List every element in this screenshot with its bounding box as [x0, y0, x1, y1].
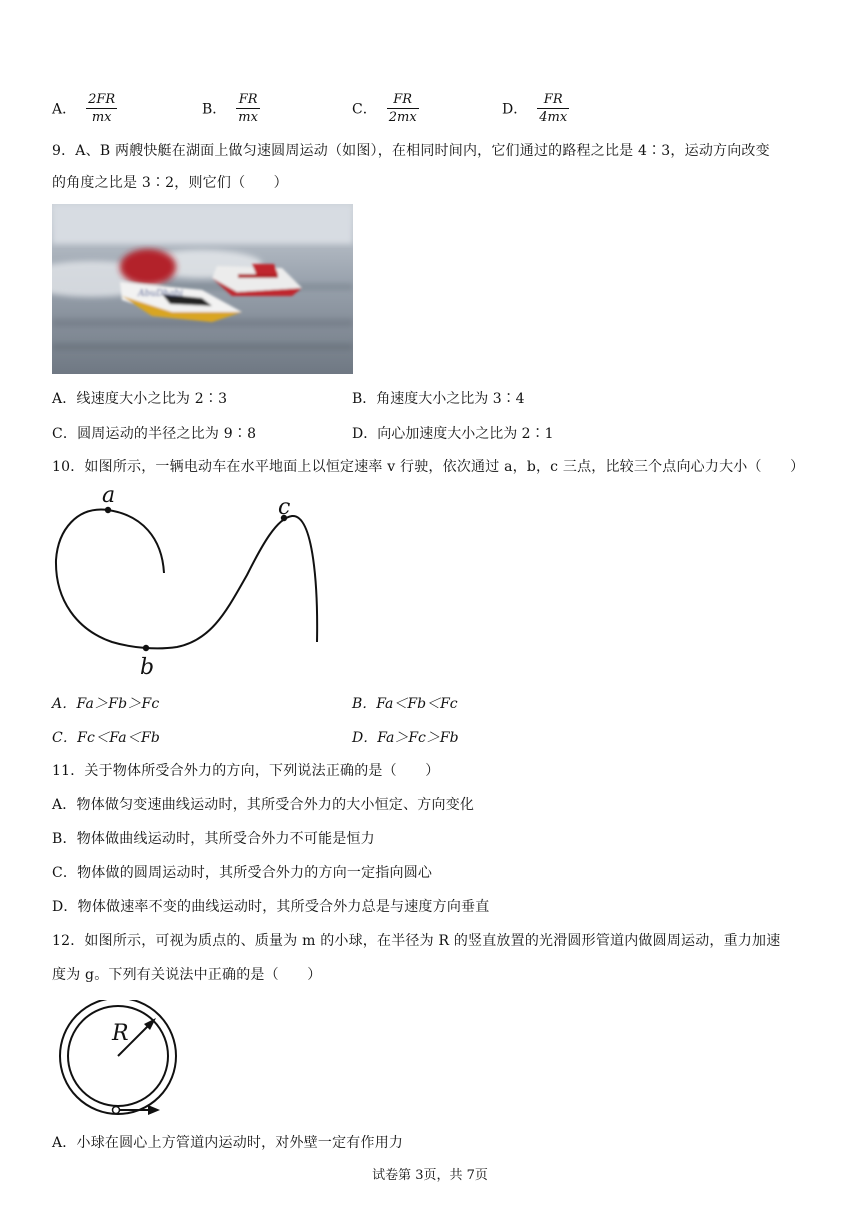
speedboat-photo: [52, 204, 353, 374]
q12-option-a: A．小球在圆心上方管道内运动时，对外壁一定有作用力: [52, 1135, 404, 1151]
track-diagram: [52, 480, 332, 680]
ball: [113, 1107, 120, 1114]
q8-option-a: [52, 92, 117, 125]
q12-stem-line1: 12．如图所示，可视为质点的、质量为 m 的小球，在半径为 R 的竖直放置的光滑圆形管道内做圆周运动，重力加速: [52, 933, 781, 949]
option-label: B．: [202, 101, 227, 118]
tube-outer-wall: [60, 1000, 176, 1114]
svg-text:AbuDhabi: AbuDhabi: [138, 289, 184, 299]
q9-option-c: C．圆周运动的半径之比为 9∶8: [52, 426, 257, 442]
option-label: C．: [352, 101, 377, 118]
circular-tube-diagram: [52, 1000, 192, 1120]
fraction: $\frac{FR}{mx}$: [238, 92, 258, 125]
page-footer: 试卷第 3页，共 7页: [372, 1168, 488, 1183]
q8-option-c: [352, 92, 419, 125]
q10-option-b: B．Fa＜Fb＜Fc: [352, 696, 458, 712]
fraction: $\frac{FR}{4mx}$: [539, 92, 568, 125]
track-curve: [56, 510, 317, 649]
label-b: b: [140, 655, 155, 680]
q9-option-a: A．线速度大小之比为 2∶3: [52, 391, 228, 407]
q9-stem-line1: 9．A、B 两艘快艇在湖面上做匀速圆周运动（如图），在相同时间内，它们通过的路程之比是 4∶3，运动方向改变: [52, 143, 770, 159]
point-b: [143, 645, 149, 651]
q11-option-d: D．物体做速率不变的曲线运动时，其所受合外力总是与速度方向垂直: [52, 899, 490, 915]
q11-option-a: A．物体做匀变速曲线运动时，其所受合外力的大小恒定、方向变化: [52, 797, 475, 813]
q10-option-a: A．Fa＞Fb＞Fc: [52, 696, 160, 712]
q10-stem: 10．如图所示，一辆电动车在水平地面上以恒定速率 v 行驶，依次通过 a，b，c 三点，比较三个点向心力大小（ ）: [52, 459, 805, 475]
option-label: A．: [52, 101, 77, 118]
fraction: $\frac{FR}{2mx}$: [388, 92, 417, 125]
q11-stem: 11．关于物体所受合外力的方向，下列说法正确的是（ ）: [52, 763, 440, 779]
q9-option-d: D．向心加速度大小之比为 2∶1: [352, 426, 554, 442]
label-a: a: [102, 483, 116, 508]
q9-option-b: B．角速度大小之比为 3∶4: [352, 391, 525, 407]
q12-stem-line2: 度为 g。下列有关说法中正确的是（ ）: [52, 967, 322, 983]
q11-option-b: B．物体做曲线运动时，其所受合外力不可能是恒力: [52, 831, 375, 847]
label-c: c: [278, 495, 291, 520]
q8-option-b: [202, 92, 260, 125]
radius-label: R: [112, 1021, 129, 1046]
q10-option-c: C．Fc＜Fa＜Fb: [52, 730, 161, 746]
fraction: $\frac{2FR}{mx}$: [88, 92, 116, 125]
q11-option-c: C．物体做的圆周运动时，其所受合外力的方向一定指向圆心: [52, 865, 433, 881]
q9-stem-line2: 的角度之比是 3∶2，则它们（ ）: [52, 175, 288, 191]
q8-option-d: [502, 92, 569, 125]
option-label: D．: [502, 101, 528, 118]
q10-option-d: D．Fa＞Fc＞Fb: [352, 730, 459, 746]
